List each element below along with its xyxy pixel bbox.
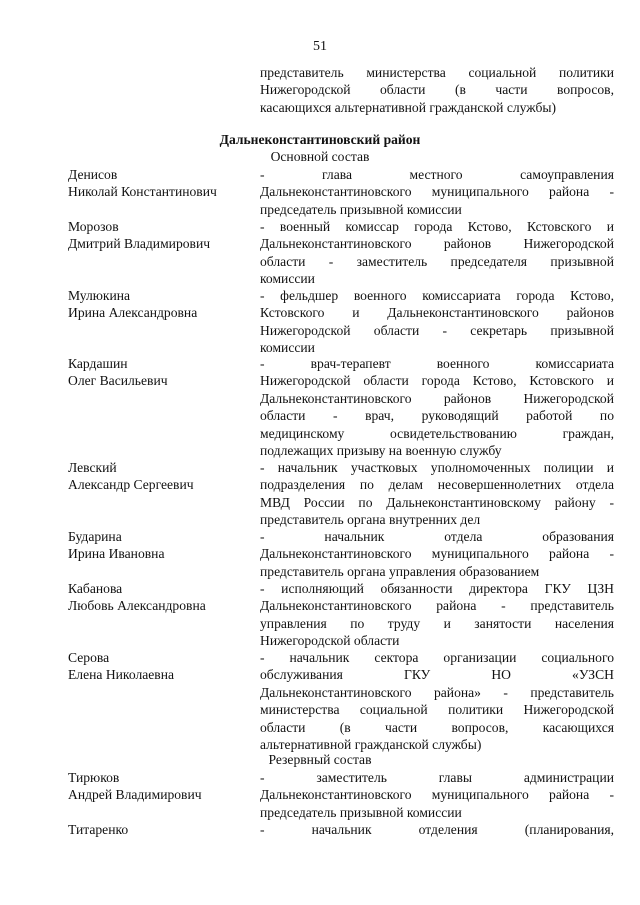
member-given-names: Ирина Александровна (68, 305, 198, 321)
member-role (260, 649, 614, 753)
member-role-line: Нижегородской области - секретарь призывной (260, 322, 614, 338)
member-role-line: Дальнеконстантиновского района - представитель (260, 598, 614, 614)
member-given-names: Ирина Ивановна (68, 546, 165, 562)
district-title: Дальнеконстантиновский район (219, 132, 421, 147)
member-role-line: - начальник отдела образования (260, 529, 614, 544)
member-given-names: Любовь Александровна (68, 598, 206, 614)
member-surname: Мулюкина (68, 288, 131, 303)
main-section-title: Основной состав (270, 149, 370, 164)
member-surname: Кабанова (68, 581, 123, 596)
member-role-line: - врач-терапевт военного комиссариата (260, 356, 614, 371)
member-role-line: - заместитель главы администрации (260, 770, 614, 785)
member-role-line: комиссии (260, 340, 315, 356)
member-role-line: представитель органа управления образованием (260, 563, 540, 579)
member-role-line: управления по труду и занятости населения (260, 615, 614, 631)
member-name (68, 580, 258, 615)
member-role-line: - начальник отделения (планирования, (260, 822, 614, 837)
member-role (260, 287, 614, 357)
member-given-names: Олег Васильевич (68, 373, 168, 389)
member-role-line: области - заместитель председателя призывной (260, 253, 614, 269)
member-role-line: комиссии (260, 271, 315, 287)
intro-line: Нижегородской области (в части вопросов, (260, 82, 614, 98)
member-role-line: председатель призывной комиссии (260, 201, 462, 217)
member-name (68, 166, 258, 201)
reserve-section-title: Резервный состав (268, 752, 372, 767)
member-surname: Кардашин (68, 356, 128, 371)
member-role-line: Кстовского и Дальнеконстантиновского районов (260, 305, 614, 321)
member-name (68, 218, 258, 253)
member-role-line: подразделения по делам несовершеннолетних отдела (260, 477, 614, 493)
member-surname: Тирюков (68, 770, 120, 785)
member-role-line: Дальнеконстантиновского района» - представитель (260, 684, 614, 700)
intro-paragraph (260, 64, 614, 116)
intro-line: представитель министерства социальной политики (260, 65, 614, 80)
member-role-line: - фельдшер военного комиссариата города Кстово, (260, 288, 614, 303)
member-name (68, 649, 258, 684)
member-role-line: медицинскому освидетельствованию граждан, (260, 425, 614, 441)
member-role-line: - исполняющий обязанности директора ГКУ ЦЗН (260, 581, 614, 596)
member-role (260, 821, 614, 838)
member-role-line: Нижегородской области (260, 633, 400, 649)
member-role-line: - глава местного самоуправления (260, 167, 614, 182)
member-role-line: подлежащих призыву на военную службу (260, 442, 502, 458)
member-role-line: председатель призывной комиссии (260, 804, 462, 820)
member-role-line: Дальнеконстантиновского муниципального района - (260, 184, 614, 200)
member-role (260, 528, 614, 580)
member-given-names: Андрей Владимирович (68, 787, 202, 803)
member-role-line: Дальнеконстантиновского муниципального района - (260, 546, 614, 562)
member-name (68, 459, 258, 494)
member-name (68, 528, 258, 563)
member-role-line: области - врач, руководящий работой по (260, 408, 614, 424)
member-role-line: - военный комиссар города Кстово, Кстовского и (260, 219, 614, 234)
member-given-names: Николай Константинович (68, 184, 217, 200)
member-role-line: Дальнеконстантиновского районов Нижегородской (260, 390, 614, 406)
member-role (260, 166, 614, 218)
member-role-line: обслуживания ГКУ НО «УЗСН (260, 667, 614, 683)
member-given-names: Дмитрий Владимирович (68, 236, 211, 252)
member-role-line: министерства социальной политики Нижегородской (260, 702, 614, 718)
member-name (68, 287, 258, 322)
member-role-line: области (в части вопросов, касающихся (260, 719, 614, 735)
member-role-line: - начальник сектора организации социального (260, 650, 614, 665)
member-name (68, 769, 258, 804)
member-surname: Морозов (68, 219, 119, 234)
member-role-line: - начальник участковых уполномоченных полиции и (260, 460, 614, 475)
member-surname: Денисов (68, 167, 118, 182)
member-role (260, 769, 614, 821)
member-surname: Левский (68, 460, 117, 475)
member-role (260, 355, 614, 459)
member-role-line: Дальнеконстантиновского районов Нижегородской (260, 236, 614, 252)
member-name (68, 355, 258, 390)
member-given-names: Александр Сергеевич (68, 477, 194, 493)
member-role-line: представитель органа внутренних дел (260, 512, 481, 528)
member-name (68, 821, 258, 838)
member-surname: Серова (68, 650, 110, 665)
intro-line: касающихся альтернативной гражданской службы) (260, 99, 557, 115)
member-surname: Титаренко (68, 822, 129, 837)
page-number: 51 (313, 39, 327, 54)
member-role-line: альтернативной гражданской службы) (260, 736, 482, 752)
member-role (260, 218, 614, 288)
member-surname: Бударина (68, 529, 122, 544)
member-role-line: Нижегородской области города Кстово, Кстовского и (260, 373, 614, 389)
member-role (260, 580, 614, 650)
member-role (260, 459, 614, 529)
member-role-line: МВД России по Дальнеконстантиновскому району - (260, 494, 614, 510)
member-role-line: Дальнеконстантиновского муниципального района - (260, 787, 614, 803)
member-given-names: Елена Николаевна (68, 667, 175, 683)
